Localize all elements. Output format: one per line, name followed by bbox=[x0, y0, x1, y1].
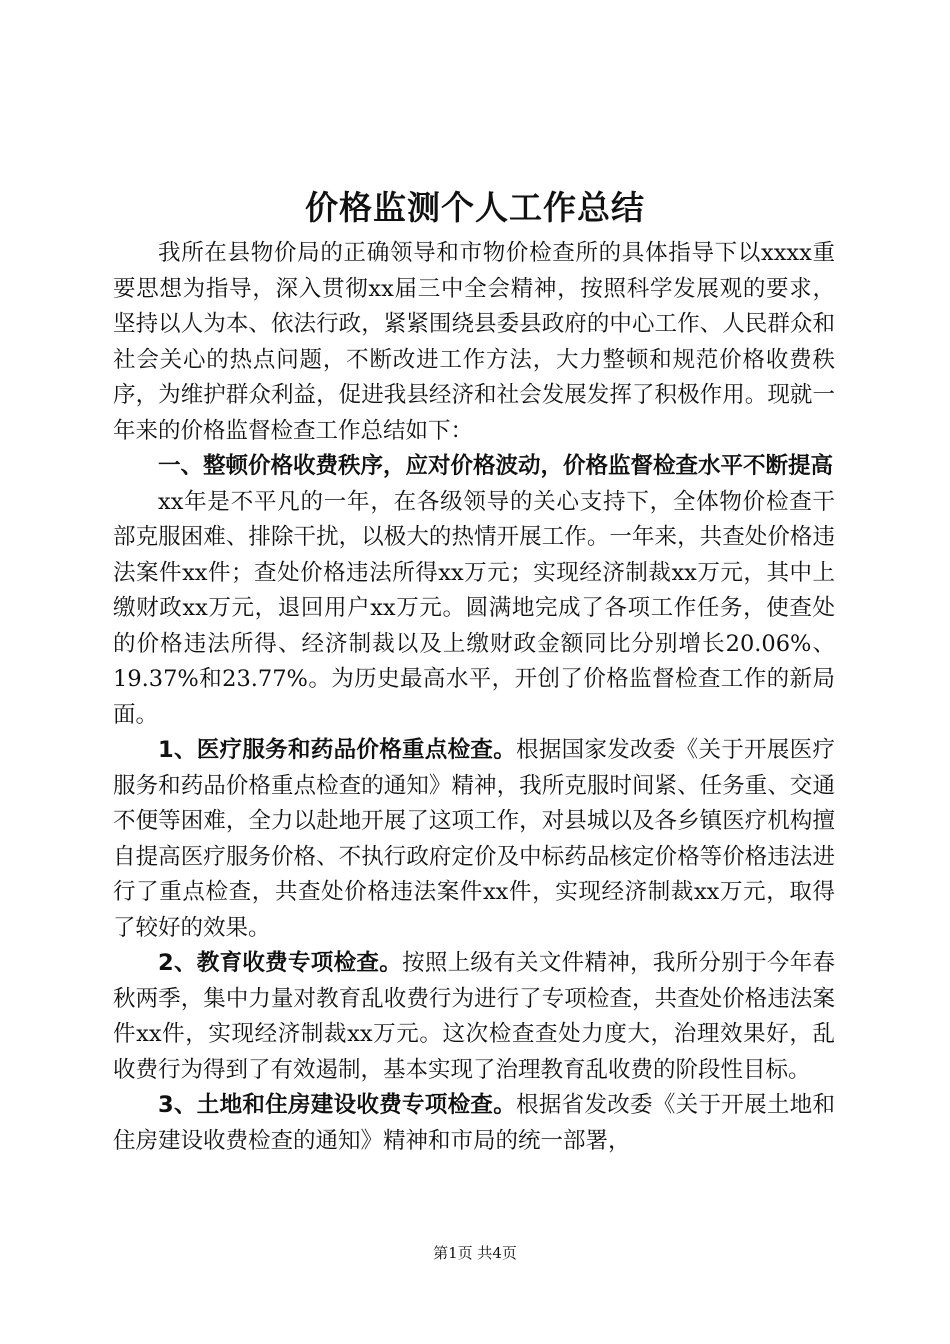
page-number-footer: 第1页 共4页 bbox=[433, 1244, 517, 1262]
item-lead-medical: 1、医疗服务和药品价格重点检查。 bbox=[158, 737, 517, 763]
intro-paragraph: 我所在县物价局的正确领导和市物价检查所的具体指导下以xxxx重要思想为指导，深入贯彻xx届三中全会精神，按照科学发展观的要求，坚持以人为本、依法行政，紧紧围绕县委县政府的中心工作、人民群众和社会关心的热点问题，不断改进工作方法，大力整顿和规范价格收费秩序，为维护群众利益，促进我县经济和社会发展发挥了积极作用。现就一年来的价格监督检查工作总结如下： bbox=[113, 240, 835, 444]
section-heading: 一、整顿价格收费秩序，应对价格波动，价格监督检查水平不断提高 bbox=[158, 453, 834, 479]
document-body bbox=[113, 236, 835, 1159]
item-body-medical: 根据国家发改委《关于开展医疗服务和药品价格重点检查的通知》精神，我所克服时间紧、任务重、交通不便等困难，全力以赴地开展了这项工作，对县城以及各乡镇医疗机构擅自提高医疗服务价格、不执行政府定价及中标药品核定价格等价格违法进行了重点检查，共查处价格违法案件xx件，实现经济制裁xx万元，取得了较好的效果。 bbox=[113, 737, 835, 941]
item-body-land-housing: 根据省发改委《关于开展土地和住房建设收费检查的通知》精神和市局的统一部署， bbox=[113, 1092, 835, 1154]
item-lead-land-housing: 3、土地和住房建设收费专项检查。 bbox=[158, 1092, 517, 1118]
item-lead-education: 2、教育收费专项检查。 bbox=[158, 950, 403, 976]
item-paragraph-land-housing bbox=[113, 1088, 835, 1159]
item-paragraph-education bbox=[113, 946, 835, 1088]
item-paragraph-medical bbox=[113, 733, 835, 946]
document-title: 价格监测个人工作总结 bbox=[305, 188, 645, 227]
item-body-education: 按照上级有关文件精神，我所分别于今年春秋两季，集中力量对教育乱收费行为进行了专项检查，共查处价格违法案件xx件，实现经济制裁xx万元。这次检查查处力度大，治理效果好，乱收费行为得到了有效遏制，基本实现了治理教育乱收费的阶段性目标。 bbox=[113, 950, 835, 1083]
section-paragraph: xx年是不平凡的一年，在各级领导的关心支持下，全体物价检查干部克服困难、排除干扰，以极大的热情开展工作。一年来，共查处价格违法案件xx件；查处价格违法所得xx万元；实现经济制裁xx万元，其中上缴财政xx万元，退回用户xx万元。圆满地完成了各项工作任务，使查处的价格违法所得、经济制裁以及上缴财政金额同比分别增长20.06%、19.37%和23.77%。为历史最高水平，开创了价格监督检查工作的新局面。 bbox=[113, 488, 835, 728]
